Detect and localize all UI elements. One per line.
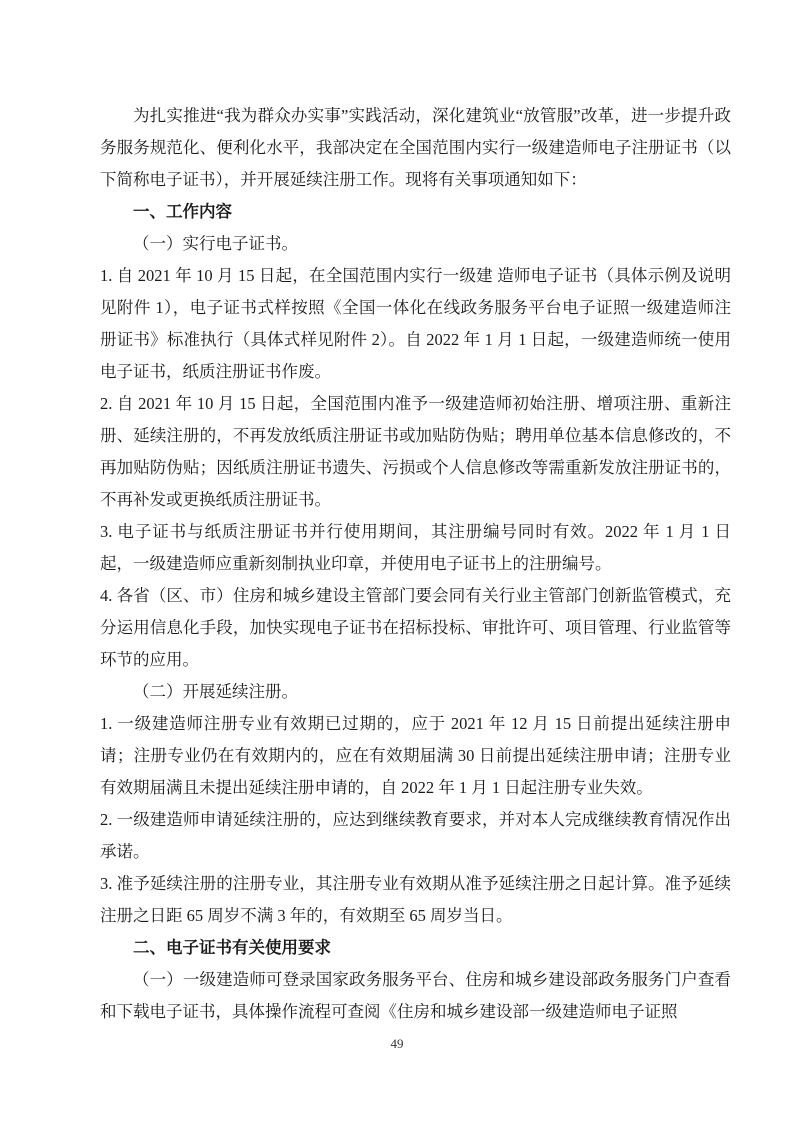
subsection-2-1-paragraph: （一）一级建造师可登录国家政务服务平台、住房和城乡建设部政务服务门户查看和下载电子证书，具体操作流程可查阅《住房和城乡建设部一级建造师电子证照 (100, 970, 731, 1021)
item-1-2-3: 3. 准予延续注册的注册专业，其注册专业有效期从准予延续注册之日起计算。准予延续注册之日距 65 周岁不满 3 年的，有效期至 65 周岁当日。 (100, 874, 731, 925)
subsection-1-2-heading: （二）开展延续注册。 (133, 682, 298, 701)
item-1-2-1: 1. 一级建造师注册专业有效期已过期的，应于 2021 年 12 月 15 日前提出延续注册申请；注册专业仍在有效期内的，应在有效期届满 30 日前提出延续注册申请；注册专业有效期届满且未提出延续注册申请的，自 2022 年 1 月 1 日起注册专业失效。 (100, 714, 731, 797)
section-2-heading: 二、电子证书有关使用要求 (133, 938, 331, 957)
item-1-1-4: 4. 各省（区、市）住房和城乡建设主管部门要会同有关行业主管部门创新监管模式，充分运用信息化手段，加快实现电子证书在招标投标、审批许可、项目管理、行业监管等环节的应用。 (100, 586, 731, 669)
item-1-1-2: 2. 自 2021 年 10 月 15 日起，全国范围内准予一级建造师初始注册、增项注册、重新注册、延续注册的，不再发放纸质注册证书或加贴防伪贴；聘用单位基本信息修改的，不再加贴防伪贴；因纸质注册证书遗失、污损或个人信息修改等需重新发放注册证书的，不再补发或更换纸质注册证书。 (100, 394, 731, 509)
subsection-1-1-heading: （一）实行电子证书。 (133, 234, 298, 253)
page-number: 49 (390, 1036, 404, 1051)
intro-paragraph: 为扎实推进“我为群众办实事”实践活动，深化建筑业“放管服”改革，进一步提升政务服务规范化、便利化水平，我部决定在全国范围内实行一级建造师电子注册证书（以下简称电子证书），并开展延续注册工作。现将有关事项通知如下： (100, 106, 731, 189)
section-1-heading: 一、工作内容 (133, 202, 232, 221)
item-1-2-2: 2. 一级建造师申请延续注册的，应达到继续教育要求，并对本人完成继续教育情况作出承诺。 (100, 810, 731, 861)
item-1-1-3: 3. 电子证书与纸质注册证书并行使用期间，其注册编号同时有效。2022 年 1 月 1 日起，一级建造师应重新刻制执业印章，并使用电子证书上的注册编号。 (100, 522, 731, 573)
item-1-1-1: 1. 自 2021 年 10 月 15 日起，在全国范围内实行一级建 造师电子证书（具体示例及说明见附件 1），电子证书式样按照《全国一体化在线政务服务平台电子证照一级建造师注册证书》标准执行（具体式样见附件 2）。自 2022 年 1 月 1 日起，一级建造师统一使用电子证书，纸质注册证书作废。 (100, 266, 731, 381)
document-body (100, 100, 731, 1028)
